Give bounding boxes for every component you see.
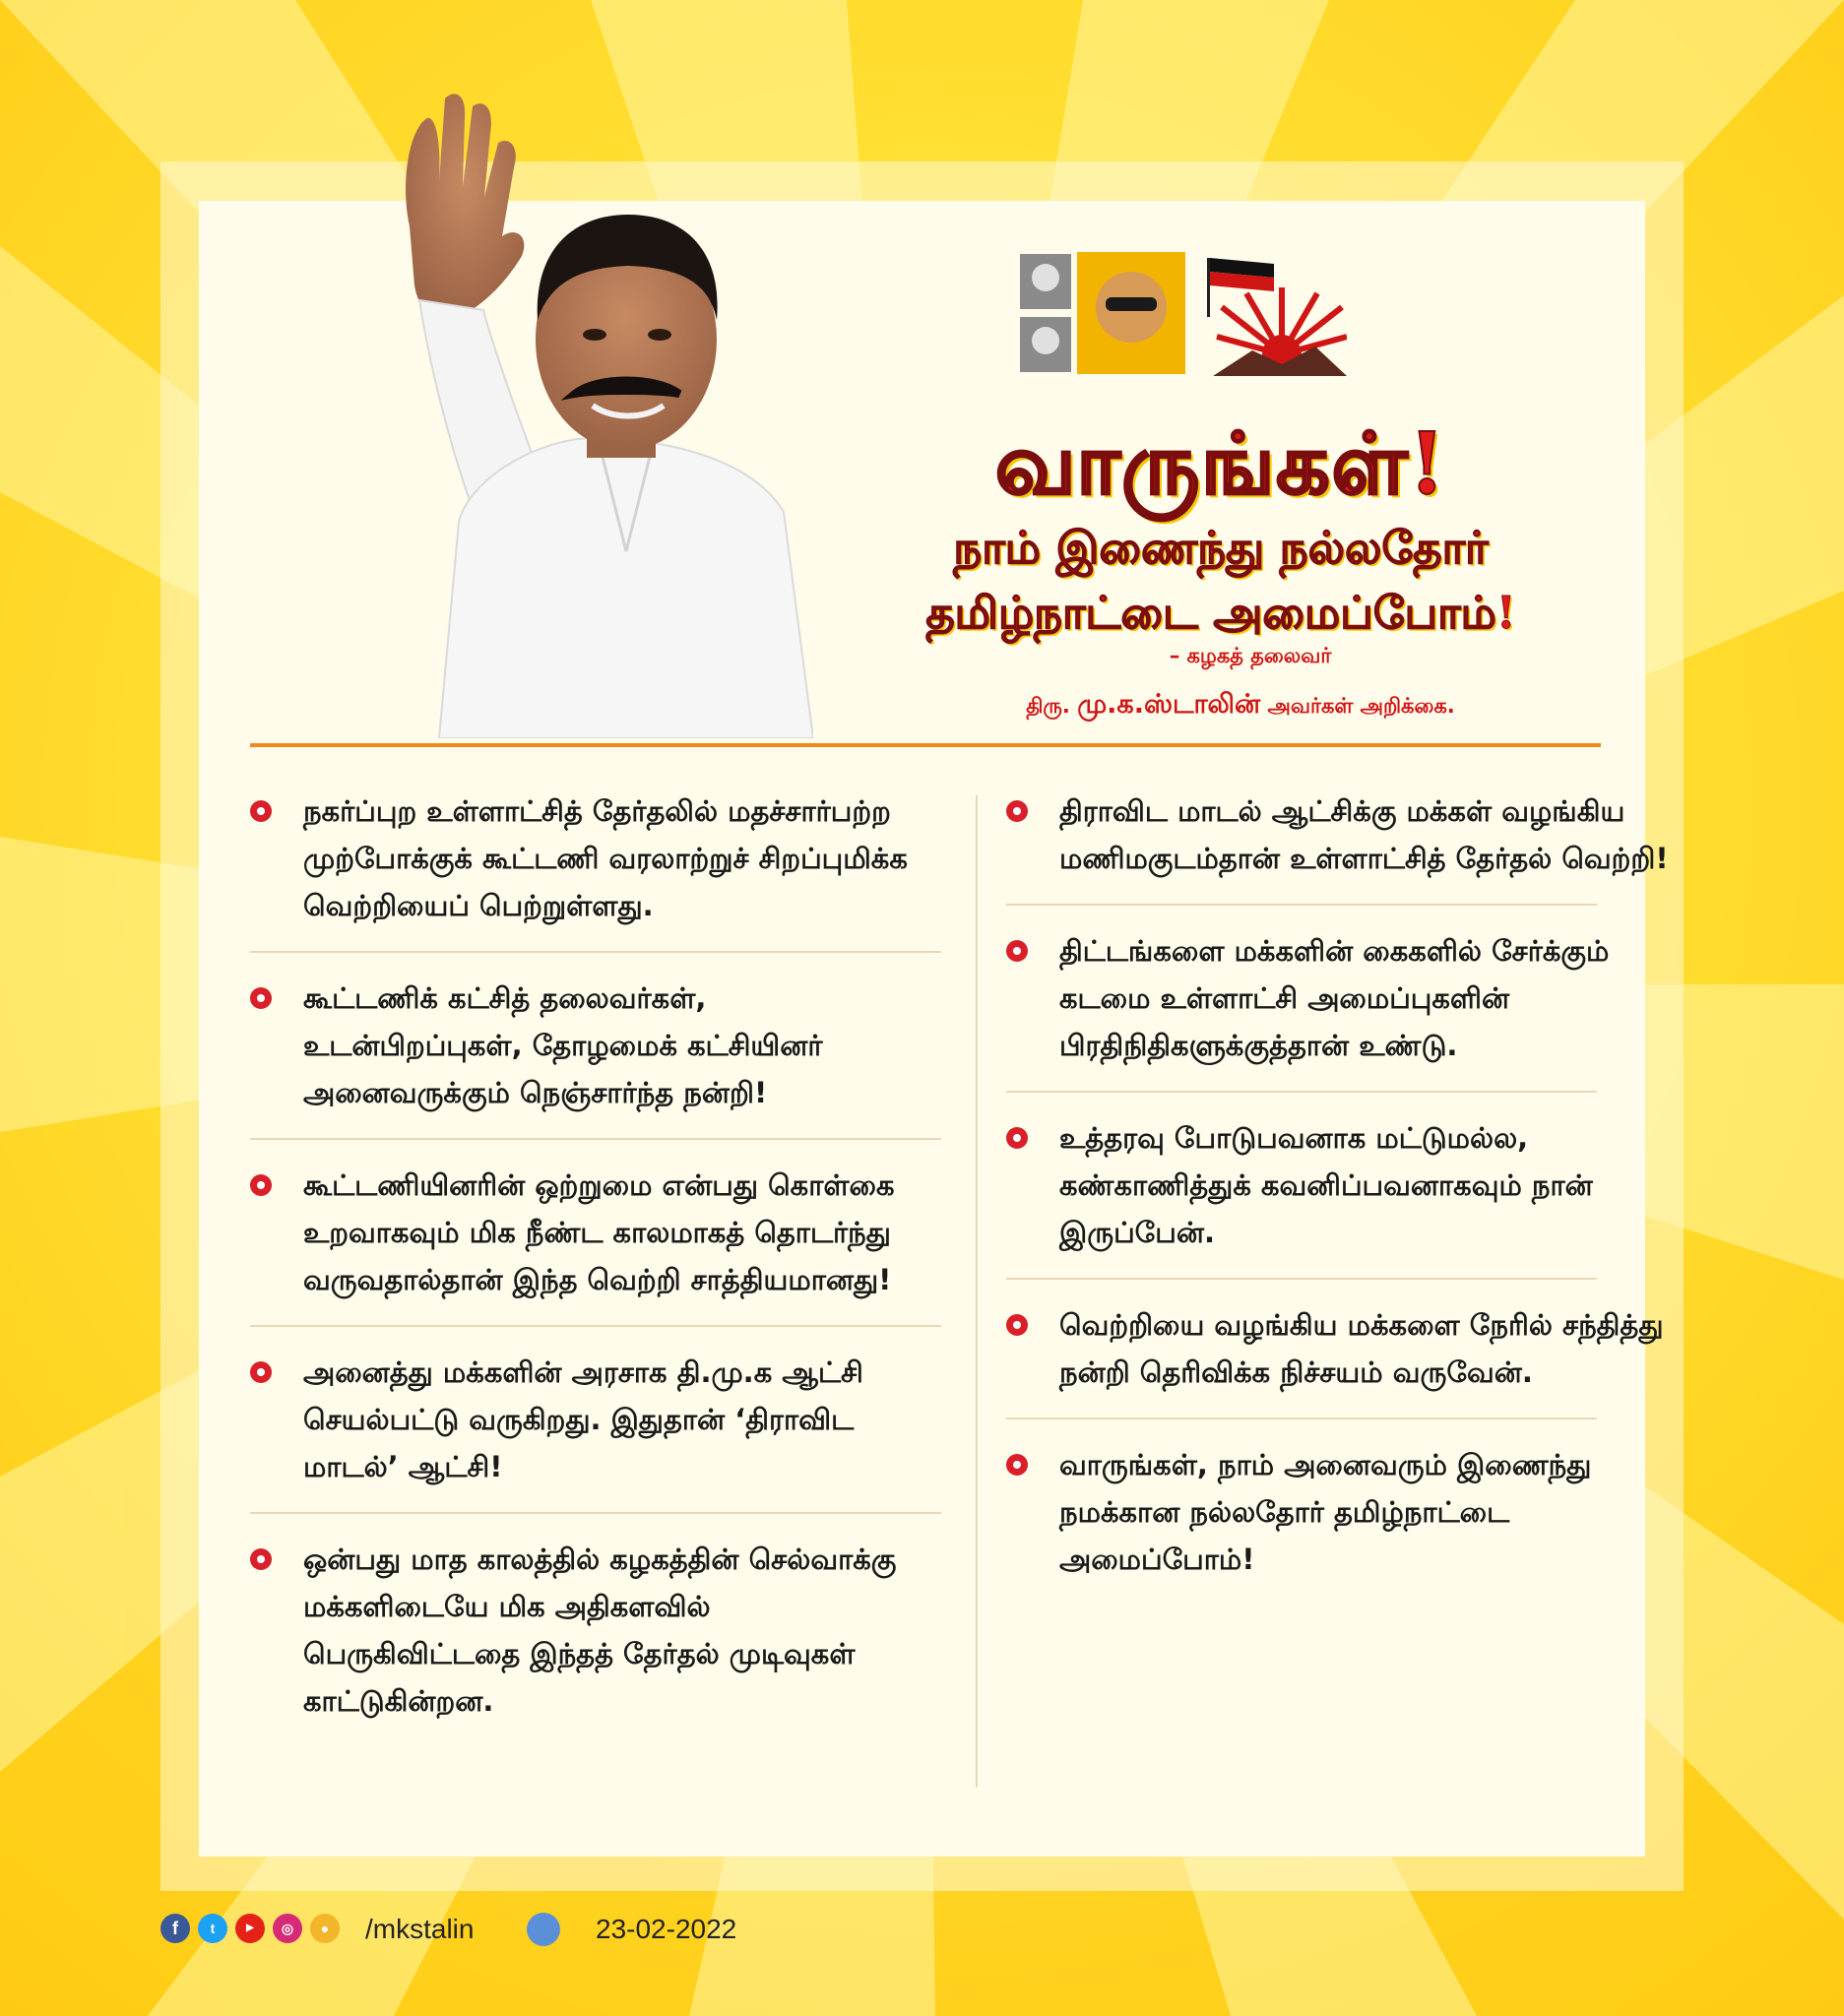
list-item: வாருங்கள், நாம் அனைவரும் இணைந்து நமக்கான நல்லதோர் தமிழ்நாட்டை அமைப்போம்!	[1006, 1441, 1715, 1583]
attribution-name: மு.க.ஸ்டாலின்	[1077, 689, 1261, 720]
facebook-icon[interactable]: f	[160, 1914, 190, 1943]
headline-title: வாருங்கள்!	[994, 414, 1447, 514]
bullet-icon	[1006, 940, 1028, 962]
list-item: ஒன்பது மாத காலத்தில் கழகத்தின் செல்வாக்கு மக்களிடையே மிக அதிகளவில் பெருகிவிட்டதை இந்தத் தேர்தல் முடிவுகள் காட்டுகின்றன.	[250, 1536, 959, 1725]
list-item: திராவிட மாடல் ஆட்சிக்கு மக்கள் வழங்கிய மணிமகுடம்தான் உள்ளாட்சித் தேர்தல் வெற்றி!	[1006, 788, 1715, 882]
footer-bar	[160, 1908, 948, 1951]
calendar-icon	[527, 1913, 560, 1946]
leader-portrait-photo	[262, 89, 813, 738]
bullet-icon	[250, 1174, 272, 1196]
column-divider	[976, 795, 978, 1788]
twitter-icon[interactable]: t	[198, 1914, 227, 1943]
header-divider	[250, 743, 1601, 747]
social-handle[interactable]: /mkstalin	[365, 1914, 475, 1944]
bullet-icon	[1006, 1454, 1028, 1476]
item-separator	[250, 951, 941, 953]
list-item: திட்டங்களை மக்களின் கைகளில் சேர்க்கும் கடமை உள்ளாட்சி அமைப்புகளின் பிரதிநிதிகளுக்குத்தான் உண்டு.	[1006, 927, 1715, 1069]
instagram-icon[interactable]: ◎	[273, 1914, 302, 1943]
right-points-column	[1006, 788, 1715, 1583]
item-separator	[250, 1512, 941, 1514]
list-item: நகர்ப்புற உள்ளாட்சித் தேர்தலில் மதச்சார்பற்ற முற்போக்குக் கூட்டணி வரலாற்றுச் சிறப்புமிக்க வெற்றியைப் பெற்றுள்ளது.	[250, 788, 959, 929]
item-separator	[250, 1325, 941, 1327]
attribution-line	[886, 689, 1595, 724]
bullet-icon	[250, 800, 272, 822]
headline	[807, 413, 1634, 646]
bullet-icon	[250, 1548, 272, 1570]
list-item: கூட்டணிக் கட்சித் தலைவர்கள், உடன்பிறப்புகள், தோழமைக் கட்சியினர் அனைவருக்கும் நெஞ்சார்ந்த நன்றி!	[250, 975, 959, 1116]
bullet-icon	[250, 1361, 272, 1383]
koo-icon[interactable]: ●	[310, 1914, 340, 1943]
post-date: 23-02-2022	[596, 1914, 737, 1944]
item-separator	[1006, 1091, 1597, 1093]
youtube-icon[interactable]: ▶	[235, 1914, 265, 1943]
party-leaders-and-flag-logo	[1020, 248, 1347, 380]
headline-subtitle-line2: தமிழ்நாட்டை அமைப்போம்!	[925, 587, 1516, 639]
list-item: உத்தரவு போடுபவனாக மட்டுமல்ல, கண்காணித்துக் கவனிப்பவனாகவும் நான் இருப்பேன்.	[1006, 1114, 1715, 1256]
attribution-role: – கழகத் தலைவர்	[1169, 644, 1332, 667]
list-item: வெற்றியை வழங்கிய மக்களை நேரில் சந்தித்து நன்றி தெரிவிக்க நிச்சயம் வருவேன்.	[1006, 1301, 1715, 1396]
list-item: அனைத்து மக்களின் அரசாக தி.மு.க ஆட்சி செயல்பட்டு வருகிறது. இதுதான் ‘திராவிட மாடல்’ ஆட்சி!	[250, 1349, 959, 1490]
item-separator	[1006, 1418, 1597, 1419]
item-separator	[250, 1138, 941, 1140]
bullet-icon	[250, 987, 272, 1009]
item-separator	[1006, 904, 1597, 906]
item-separator	[1006, 1278, 1597, 1280]
bullet-icon	[1006, 1314, 1028, 1336]
attribution-suffix: அவர்கள் அறிக்கை.	[1267, 694, 1455, 718]
list-item: கூட்டணியினரின் ஒற்றுமை என்பது கொள்கை உறவாகவும் மிக நீண்ட காலமாகத் தொடர்ந்து வருவதால்தான் இந்த வெற்றி சாத்தியமானது!	[250, 1162, 959, 1303]
bullet-icon	[1006, 1127, 1028, 1149]
bullet-icon	[1006, 800, 1028, 822]
headline-subtitle-line1: நாம் இணைந்து நல்லதோர்	[953, 522, 1489, 574]
attribution-prefix: திரு.	[1026, 694, 1070, 718]
left-points-column	[250, 788, 959, 1725]
